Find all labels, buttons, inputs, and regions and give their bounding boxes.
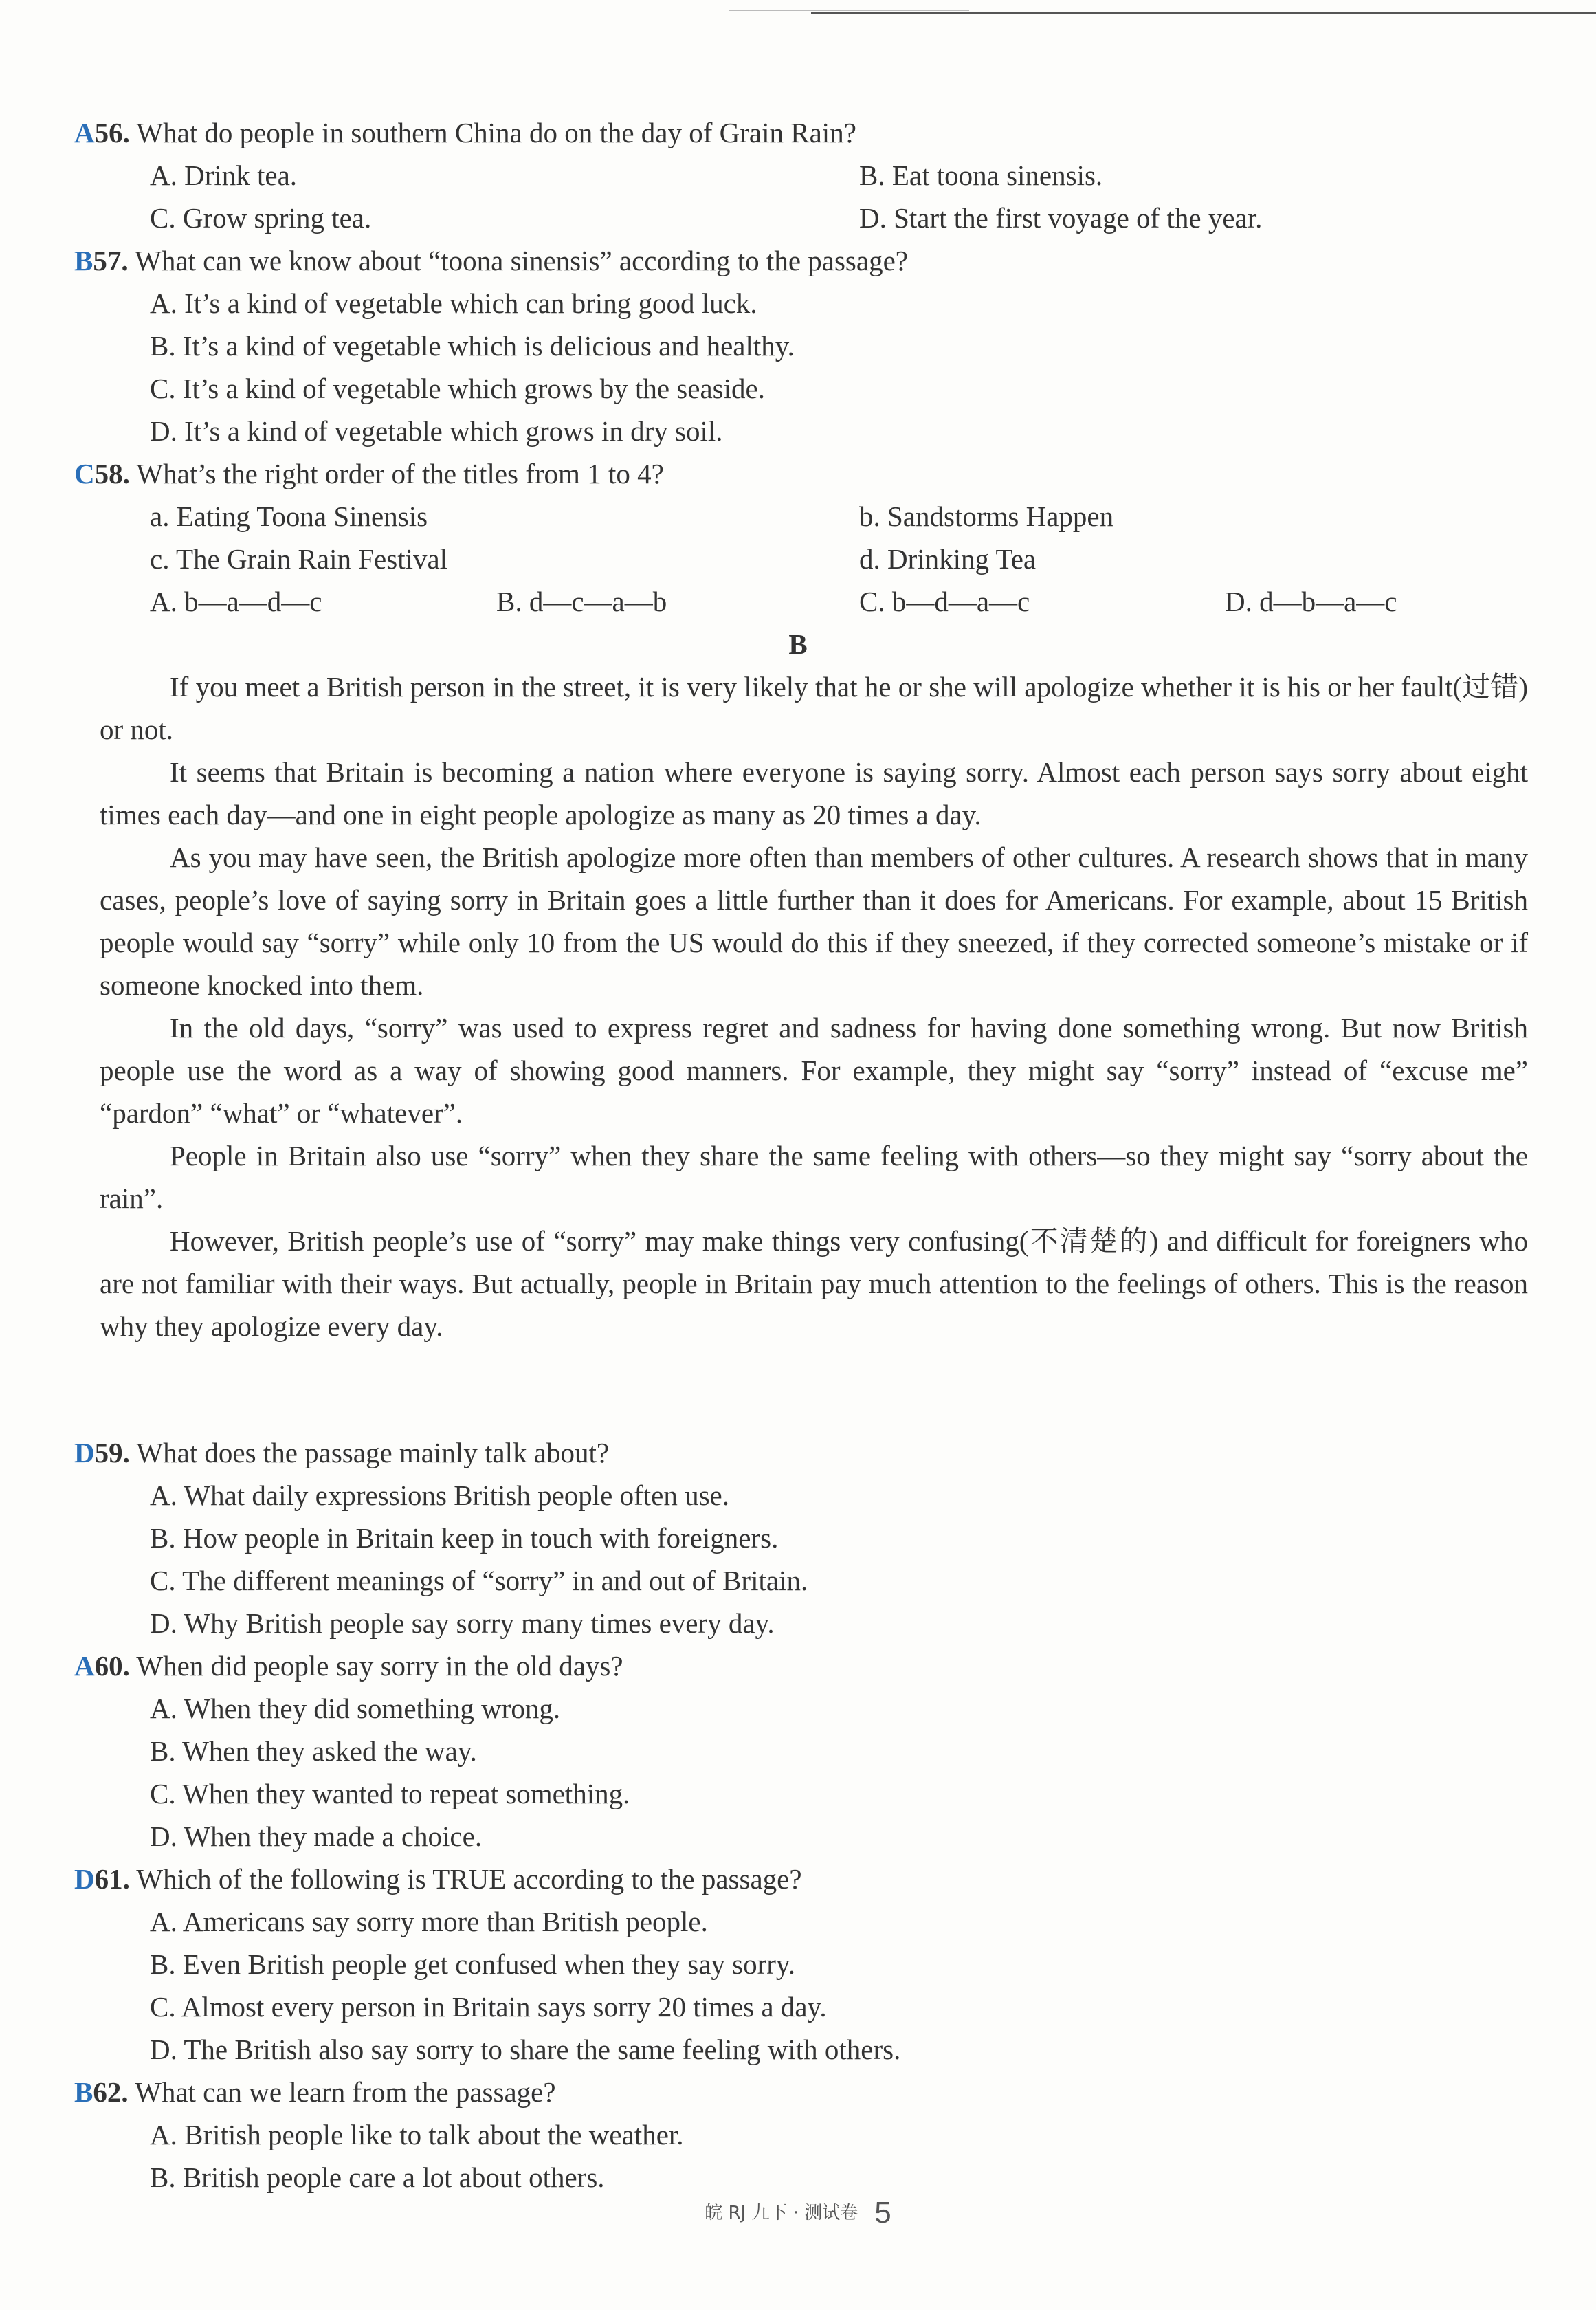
- option-c: C. Grow spring tea.: [150, 202, 372, 234]
- section-heading: B: [788, 628, 808, 660]
- option-text: A. What daily expressions British people often use.: [150, 1480, 730, 1511]
- passage-paragraph-5: People in Britain also use “sorry” when they share the same feeling with others—so they might say “sorry about the rain”.: [100, 1140, 1528, 1214]
- option-a: [0, 282, 1596, 324]
- option-text: C. It’s a kind of vegetable which grows by the seaside.: [150, 373, 765, 404]
- option-a: [0, 2113, 1596, 2156]
- title-c: c. The Grain Rain Festival: [150, 543, 448, 575]
- options-row: [0, 580, 1596, 623]
- option-text: A. British people like to talk about the weather.: [150, 2119, 684, 2150]
- question-58: [0, 452, 1596, 495]
- option-text: B. How people in Britain keep in touch with foreigners.: [150, 1522, 779, 1554]
- answer-mark: B: [74, 2076, 93, 2108]
- option-b: [0, 1517, 1596, 1559]
- option-text: D. Why British people say sorry many times every day.: [150, 1607, 775, 1639]
- option-text: C. The different meanings of “sorry” in and out of Britain.: [150, 1565, 808, 1596]
- option-a: A. Drink tea.: [150, 160, 298, 191]
- option-c: [0, 1986, 1596, 2028]
- option-text: A. It’s a kind of vegetable which can bring good luck.: [150, 287, 757, 319]
- passage-paragraph-2: It seems that Britain is becoming a nation where everyone is saying sorry. Almost each person says sorry about eight times each day—and one in eight people apologize as many as 20 times a day.: [100, 756, 1528, 830]
- option-a: [0, 1474, 1596, 1517]
- question-number: 59.: [94, 1437, 130, 1468]
- options-row: [0, 197, 1596, 239]
- passage: [100, 666, 1528, 1348]
- question-text: What do people in southern China do on the day of Grain Rain?: [136, 117, 856, 148]
- passage-paragraph-1: If you meet a British person in the street, it is very likely that he or she will apologize whether it is his or her fault(过错) or not.: [100, 671, 1528, 745]
- option-b: [0, 1730, 1596, 1772]
- option-d: D. Start the first voyage of the year.: [859, 202, 1263, 234]
- page-number: 5: [874, 2196, 891, 2230]
- answer-mark: A: [74, 117, 95, 148]
- question-text: What does the passage mainly talk about?: [136, 1437, 610, 1468]
- question-text: Which of the following is TRUE according to the passage?: [136, 1863, 802, 1895]
- title-d: d. Drinking Tea: [859, 543, 1037, 575]
- question-number: 60.: [94, 1650, 130, 1682]
- option-b: [0, 324, 1596, 367]
- footer-label: 皖 RJ 九下 · 测试卷: [705, 2203, 858, 2223]
- answer-mark: A: [74, 1650, 95, 1682]
- option-text: B. When they asked the way.: [150, 1735, 477, 1767]
- option-text: D. It’s a kind of vegetable which grows in dry soil.: [150, 415, 723, 447]
- options-row: [0, 154, 1596, 197]
- option-d: [0, 410, 1596, 452]
- answer-mark: C: [74, 458, 95, 490]
- option-d: [0, 1602, 1596, 1644]
- question-text: What can we learn from the passage?: [135, 2076, 556, 2108]
- question-text: When did people say sorry in the old days?: [136, 1650, 623, 1682]
- option-text: C. Almost every person in Britain says sorry 20 times a day.: [150, 1991, 827, 2023]
- title-b: b. Sandstorms Happen: [859, 500, 1114, 532]
- option-c: [0, 367, 1596, 410]
- question-62: [0, 2071, 1596, 2113]
- question-61: [0, 1858, 1596, 1900]
- option-b: B. Eat toona sinensis.: [859, 160, 1103, 191]
- option-text: C. When they wanted to repeat something.: [150, 1778, 630, 1810]
- option-text: B. British people care a lot about others.: [150, 2162, 605, 2193]
- question-number: 58.: [94, 458, 130, 490]
- option-text: D. When they made a choice.: [150, 1820, 483, 1852]
- option-a: A. b—a—d—c: [150, 586, 322, 617]
- option-text: B. It’s a kind of vegetable which is delicious and healthy.: [150, 330, 795, 362]
- titles-row: [0, 495, 1596, 538]
- option-c: [0, 1772, 1596, 1815]
- answer-mark: B: [74, 245, 93, 276]
- option-d: D. d—b—a—c: [1225, 586, 1397, 617]
- option-text: B. Even British people get confused when they say sorry.: [150, 1948, 795, 1980]
- option-a: [0, 1900, 1596, 1943]
- option-c: C. b—d—a—c: [859, 586, 1030, 617]
- passage-paragraph-6: However, British people’s use of “sorry” may make things very confusing(不清楚的) and difficult for foreigners who are not familiar with their ways. But actually, people in Britain pay much attention to the feelings of others. This is the reason why they apologize every day.: [100, 1225, 1528, 1342]
- title-a: a. Eating Toona Sinensis: [150, 500, 428, 532]
- option-b: [0, 1943, 1596, 1986]
- question-number: 62.: [93, 2076, 129, 2108]
- header-rule: [811, 12, 1596, 14]
- answer-mark: D: [74, 1437, 95, 1468]
- passage-paragraph-3: As you may have seen, the British apologize more often than members of other cultures. A research shows that in many cases, people’s love of saying sorry in Britain goes a little further than it does for Americans. For example, about 15 British people would say “sorry” while only 10 from the US would do this if they sneezed, if they corrected someone’s mistake or if someone knocked into them.: [100, 842, 1528, 1001]
- option-d: [0, 1815, 1596, 1858]
- page-footer: [0, 2192, 1596, 2234]
- question-59: [0, 1431, 1596, 1474]
- question-text: What can we know about “toona sinensis” according to the passage?: [135, 245, 908, 276]
- option-c: [0, 1559, 1596, 1602]
- option-d: [0, 2028, 1596, 2071]
- answer-mark: D: [74, 1863, 95, 1895]
- header-rule-light: [729, 10, 969, 11]
- question-text: What’s the right order of the titles from 1 to 4?: [136, 458, 664, 490]
- option-text: A. Americans say sorry more than British people.: [150, 1906, 708, 1937]
- question-57: [0, 239, 1596, 282]
- question-56: [0, 111, 1596, 154]
- passage-paragraph-4: In the old days, “sorry” was used to express regret and sadness for having done something wrong. But now British people use the word as a way of showing good manners. For example, they might say “sorry” instead of “excuse me” “pardon” “what” or “whatever”.: [100, 1012, 1528, 1129]
- question-60: [0, 1644, 1596, 1687]
- question-number: 57.: [93, 245, 129, 276]
- question-number: 61.: [94, 1863, 130, 1895]
- titles-row: [0, 538, 1596, 580]
- question-number: 56.: [94, 117, 130, 148]
- option-b: B. d—c—a—b: [496, 586, 667, 617]
- option-text: D. The British also say sorry to share the same feeling with others.: [150, 2034, 901, 2065]
- option-a: [0, 1687, 1596, 1730]
- option-text: A. When they did something wrong.: [150, 1693, 561, 1724]
